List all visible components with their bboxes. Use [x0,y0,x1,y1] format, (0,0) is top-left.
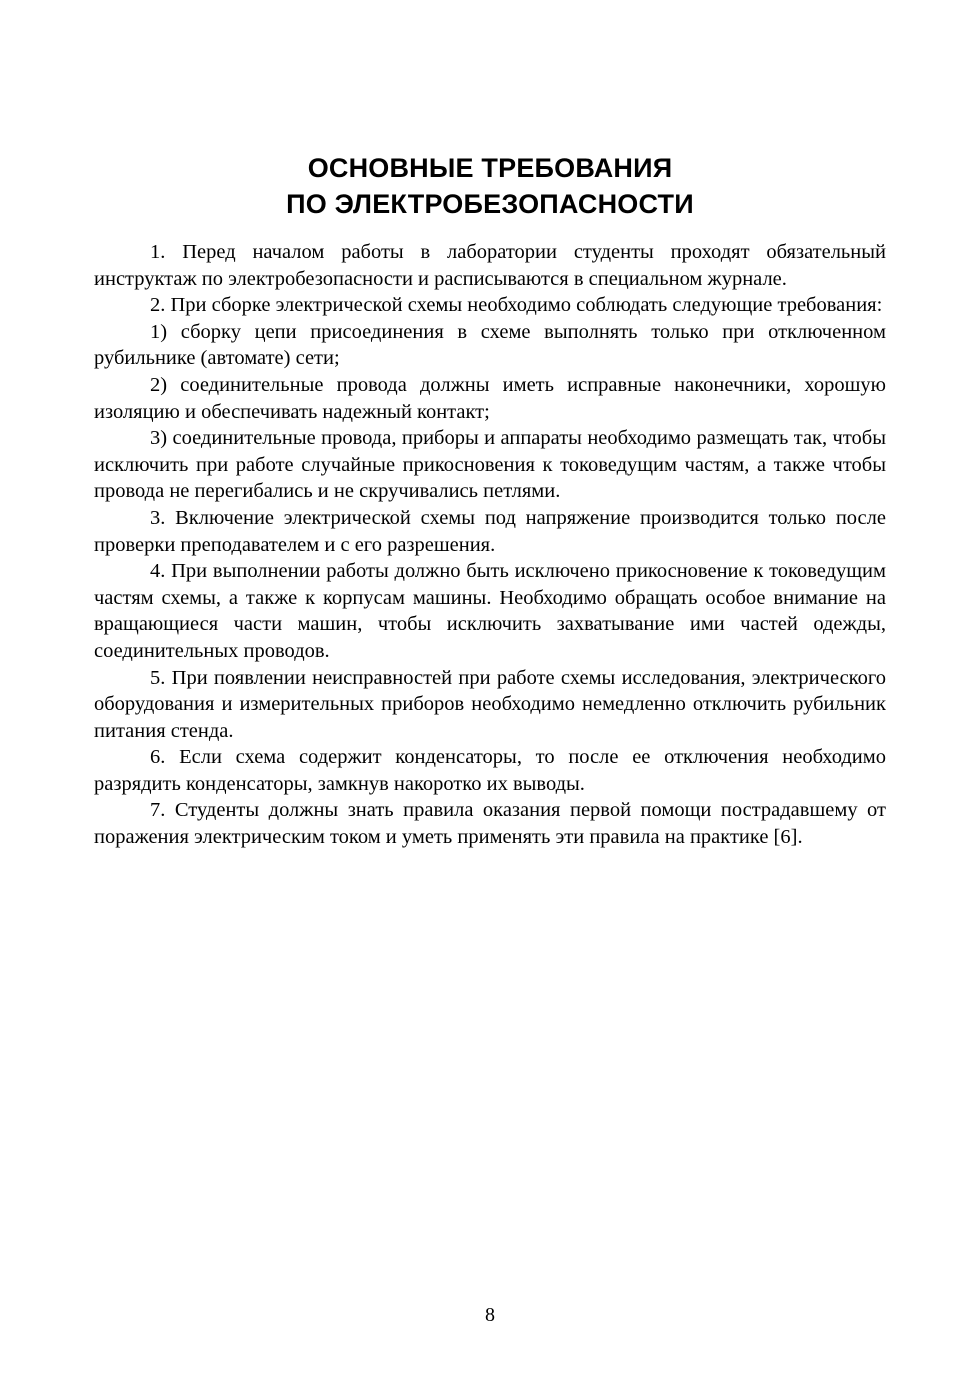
paragraph-7: 7. Студенты должны знать правила оказания первой помощи пострадавшему от поражения электрическим током и уметь применять эти правила на практике [6]. [94,799,886,849]
document-body [94,239,886,851]
page-title [0,150,980,222]
requirement-item-2: 2) соединительные провода должны иметь исправные наконечники, хорошую изоляцию и обеспечивать надежный контакт; [94,373,886,423]
title-line-1: ОСНОВНЫЕ ТРЕБОВАНИЯ [307,153,673,183]
requirement-item-1: 1) сборку цепи присоединения в схеме выполнять только при отключенном рубильнике (автомате) сети; [94,320,886,370]
requirement-item-3: 3) соединительные провода, приборы и аппараты необходимо размещать так, чтобы исключить при работе случайные прикосновения к токоведущим частям, а также чтобы провода не перегибались и не скручивались петлями. [94,427,886,503]
paragraph-5: 5. При появлении неисправностей при работе схемы исследования, электрического оборудования и измерительных приборов необходимо немедленно отключить рубильник питания стенда. [94,666,886,742]
paragraph-2: 2. При сборке электрической схемы необходимо соблюдать следующие требования: [150,294,883,317]
paragraph-6: 6. Если схема содержит конденсаторы, то после ее отключения необходимо разрядить конденсаторы, замкнув накоротко их выводы. [94,746,886,795]
paragraph-4: 4. При выполнении работы должно быть исключено прикосновение к токоведущим частям схемы, а также к корпусам машины. Необходимо обращать особое внимание на вращающиеся части машин, чтобы исключить захватывание ими частей одежды, соединительных проводов. [94,560,886,662]
page-number: 8 [485,1304,495,1326]
paragraph-1: 1. Перед началом работы в лаборатории студенты проходят обязательный инструктаж по электробезопасности и расписываются в специальном журнале. [94,241,886,290]
paragraph-3: 3. Включение электрической схемы под напряжение производится только после проверки преподавателем и с его разрешения. [94,506,886,556]
title-line-2: ПО ЭЛЕКТРОБЕЗОПАСНОСТИ [286,189,694,219]
